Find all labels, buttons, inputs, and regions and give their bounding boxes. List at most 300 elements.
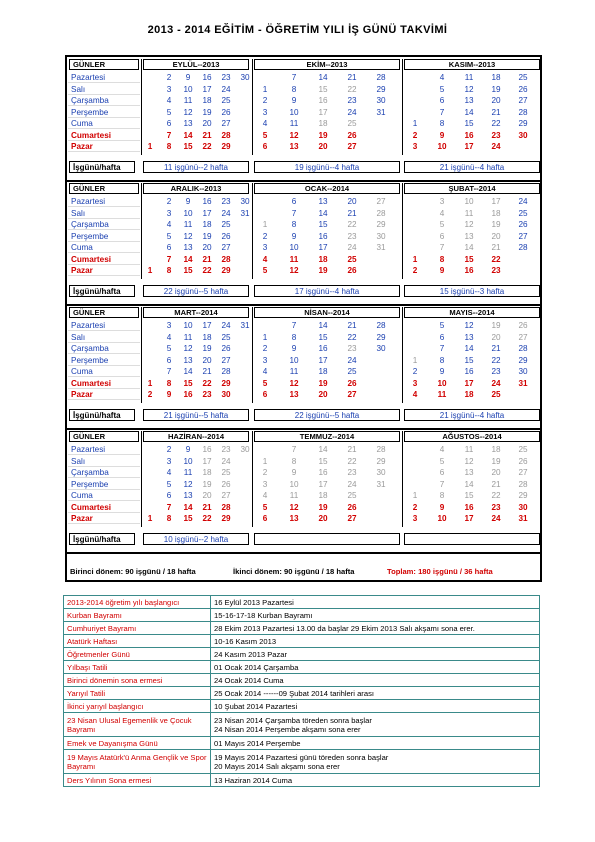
day-cell: 10 bbox=[183, 84, 193, 94]
day-cell: 17 bbox=[202, 321, 212, 330]
day-cell: 29 bbox=[221, 266, 231, 275]
event-name: Öğretmenler Günü bbox=[64, 648, 211, 661]
day-name: Pazar bbox=[68, 265, 140, 276]
day-cell: 1 bbox=[147, 514, 153, 523]
month-summary: 15 işgünü--3 hafta bbox=[404, 285, 540, 297]
day-cell: 7 bbox=[439, 344, 445, 353]
month-header: AĞUSTOS--2014 bbox=[404, 431, 540, 442]
day-cell: 12 bbox=[289, 502, 299, 512]
day-cell: 18 bbox=[202, 96, 212, 105]
day-cell: 22 bbox=[491, 254, 501, 264]
day-cell: 4 bbox=[262, 119, 268, 128]
day-cell: 14 bbox=[464, 243, 474, 252]
day-cell: 30 bbox=[376, 231, 386, 241]
day-cell: 13 bbox=[289, 514, 299, 523]
event-row bbox=[64, 596, 540, 609]
calendar-row bbox=[67, 479, 540, 490]
day-cell: 11 bbox=[289, 491, 299, 500]
day-cell: 13 bbox=[183, 491, 193, 500]
day-cell: 17 bbox=[464, 514, 474, 523]
day-cell: 6 bbox=[262, 514, 268, 523]
calendar-row bbox=[67, 502, 540, 513]
day-cell: 14 bbox=[464, 479, 474, 489]
day-name: Cumartesi bbox=[68, 502, 140, 513]
day-cell: 9 bbox=[185, 445, 191, 454]
event-name: Yarıyıl Tatili bbox=[64, 687, 211, 700]
day-cell: 7 bbox=[291, 73, 297, 82]
event-name: İkinci yarıyıl başlangıcı bbox=[64, 700, 211, 713]
day-cell: 6 bbox=[166, 491, 172, 500]
day-cell: 23 bbox=[491, 367, 501, 376]
day-cell: 18 bbox=[318, 491, 328, 500]
event-date: 10-16 Kasım 2013 bbox=[211, 635, 540, 648]
column-divider bbox=[252, 59, 253, 155]
day-cell: 13 bbox=[183, 355, 193, 365]
day-cell: 20 bbox=[202, 243, 212, 252]
day-cell: 16 bbox=[464, 130, 474, 140]
day-cell: 2 bbox=[412, 266, 418, 275]
day-cell: 9 bbox=[185, 197, 191, 206]
day-cell: 25 bbox=[518, 445, 528, 454]
day-cell: 2 bbox=[262, 468, 268, 477]
day-cell: 29 bbox=[376, 456, 386, 466]
day-cell: 8 bbox=[291, 84, 297, 94]
summary-label: İşgünü/hafta bbox=[69, 161, 135, 173]
day-cell: 28 bbox=[518, 344, 528, 353]
day-cell: 23 bbox=[491, 502, 501, 512]
event-row bbox=[64, 737, 540, 750]
day-cell: 18 bbox=[491, 73, 501, 82]
day-cell: 16 bbox=[202, 445, 212, 454]
day-cell: 18 bbox=[202, 332, 212, 342]
day-cell: 20 bbox=[491, 231, 501, 241]
month-header: NİSAN--2014 bbox=[254, 307, 400, 318]
day-cell: 14 bbox=[183, 502, 193, 512]
day-name: Pazartesi bbox=[68, 444, 140, 455]
day-cell: 16 bbox=[318, 468, 328, 477]
day-cell: 22 bbox=[202, 266, 212, 275]
day-cell: 26 bbox=[347, 378, 357, 388]
day-cell: 13 bbox=[464, 231, 474, 241]
day-cell: 9 bbox=[291, 231, 297, 241]
day-cell: 13 bbox=[289, 390, 299, 399]
event-date: 01 Ocak 2014 Çarşamba bbox=[211, 661, 540, 674]
day-cell: 20 bbox=[318, 390, 328, 399]
day-cell: 10 bbox=[183, 456, 193, 466]
day-cell: 26 bbox=[518, 321, 528, 330]
day-cell: 19 bbox=[318, 266, 328, 275]
day-cell: 15 bbox=[183, 142, 193, 151]
day-cell: 24 bbox=[347, 479, 357, 489]
day-cell: 16 bbox=[318, 344, 328, 353]
day-cell: 3 bbox=[262, 243, 268, 252]
day-cell: 14 bbox=[183, 367, 193, 376]
day-cell: 24 bbox=[347, 243, 357, 252]
day-cell: 5 bbox=[439, 84, 445, 94]
day-cell: 20 bbox=[491, 468, 501, 477]
day-cell: 28 bbox=[221, 502, 231, 512]
day-cell: 25 bbox=[347, 119, 357, 128]
day-cell: 10 bbox=[437, 378, 447, 388]
event-row bbox=[64, 648, 540, 661]
day-cell: 23 bbox=[347, 344, 357, 353]
day-cell: 31 bbox=[376, 243, 386, 252]
month-summary: 22 işgünü--5 hafta bbox=[254, 409, 400, 421]
day-cell: 21 bbox=[202, 367, 212, 376]
day-cell: 3 bbox=[166, 208, 172, 218]
event-date: 23 Nisan 2014 Çarşamba töreden sonra başlar 24 Nisan 2014 Perşembe akşamı sona erer bbox=[211, 713, 540, 737]
day-cell: 22 bbox=[347, 456, 357, 466]
day-cell: 28 bbox=[221, 254, 231, 264]
column-divider bbox=[252, 183, 253, 279]
summary-label: İşgünü/hafta bbox=[69, 285, 135, 297]
day-name: Perşembe bbox=[68, 479, 140, 490]
day-name: Çarşamba bbox=[68, 343, 140, 354]
calendar-row bbox=[67, 366, 540, 377]
calendar-row bbox=[67, 378, 540, 389]
day-cell: 5 bbox=[166, 344, 172, 353]
day-cell: 8 bbox=[166, 514, 172, 523]
day-cell: 2 bbox=[412, 502, 418, 512]
event-name: Birinci dönemin sona ermesi bbox=[64, 674, 211, 687]
day-cell: 17 bbox=[491, 197, 501, 206]
day-cell: 24 bbox=[491, 142, 501, 151]
day-cell: 1 bbox=[412, 491, 418, 500]
day-cell: 14 bbox=[183, 254, 193, 264]
calendar-row bbox=[67, 355, 540, 366]
day-name: Çarşamba bbox=[68, 467, 140, 478]
day-cell: 4 bbox=[439, 208, 445, 218]
day-name: Salı bbox=[68, 456, 140, 467]
column-divider bbox=[252, 307, 253, 403]
day-name: Perşembe bbox=[68, 355, 140, 366]
calendar-row bbox=[67, 72, 540, 83]
day-cell: 30 bbox=[376, 96, 386, 105]
event-row bbox=[64, 713, 540, 737]
day-cell: 7 bbox=[166, 367, 172, 376]
day-cell: 3 bbox=[412, 378, 418, 388]
day-cell: 1 bbox=[262, 84, 268, 94]
day-cell: 15 bbox=[464, 119, 474, 128]
calendar-row bbox=[67, 196, 540, 207]
day-cell: 9 bbox=[291, 344, 297, 353]
day-cell: 15 bbox=[318, 332, 328, 342]
day-cell: 22 bbox=[202, 514, 212, 523]
summary-row bbox=[67, 533, 540, 546]
calendar-block bbox=[67, 307, 540, 431]
day-cell: 21 bbox=[491, 243, 501, 252]
days-header: GÜNLER bbox=[69, 59, 139, 70]
day-cell: 2 bbox=[262, 96, 268, 105]
day-cell: 7 bbox=[439, 243, 445, 252]
day-cell: 9 bbox=[439, 367, 445, 376]
day-cell: 22 bbox=[347, 332, 357, 342]
day-cell: 4 bbox=[166, 332, 172, 342]
day-cell: 4 bbox=[166, 468, 172, 477]
day-cell: 17 bbox=[202, 456, 212, 466]
day-cell: 26 bbox=[221, 107, 231, 117]
day-cell: 19 bbox=[491, 321, 501, 330]
day-cell: 8 bbox=[439, 491, 445, 500]
second-term-summary: İkinci dönem: 90 işgünü / 18 hafta bbox=[233, 567, 355, 576]
day-cell: 11 bbox=[289, 367, 299, 376]
day-cell: 10 bbox=[289, 355, 299, 365]
day-cell: 15 bbox=[464, 491, 474, 500]
column-divider bbox=[252, 431, 253, 527]
day-cell: 3 bbox=[262, 479, 268, 489]
day-cell: 12 bbox=[183, 479, 193, 489]
day-cell: 19 bbox=[491, 220, 501, 229]
day-cell: 9 bbox=[291, 468, 297, 477]
day-cell: 26 bbox=[221, 231, 231, 241]
day-cell: 25 bbox=[491, 390, 501, 399]
day-cell: 1 bbox=[262, 332, 268, 342]
day-cell: 27 bbox=[518, 468, 528, 477]
day-cell: 1 bbox=[262, 220, 268, 229]
day-cell: 2 bbox=[166, 445, 172, 454]
day-cell: 3 bbox=[439, 197, 445, 206]
day-cell: 5 bbox=[262, 502, 268, 512]
event-row bbox=[64, 750, 540, 774]
day-cell: 31 bbox=[376, 107, 386, 117]
day-cell: 24 bbox=[491, 514, 501, 523]
event-name: 19 Mayıs Atatürk'ü Anma Gençlik ve Spor Bayramı bbox=[64, 750, 211, 774]
day-cell: 23 bbox=[202, 390, 212, 399]
month-header: MART--2014 bbox=[143, 307, 249, 318]
day-cell: 16 bbox=[318, 96, 328, 105]
month-summary: 11 işgünü--2 hafta bbox=[143, 161, 249, 173]
day-cell: 11 bbox=[183, 96, 193, 105]
day-cell: 10 bbox=[289, 243, 299, 252]
day-cell: 18 bbox=[318, 367, 328, 376]
day-cell: 8 bbox=[166, 142, 172, 151]
day-cell: 12 bbox=[183, 344, 193, 353]
calendar-row bbox=[67, 208, 540, 219]
day-name: Pazartesi bbox=[68, 196, 140, 207]
day-cell: 23 bbox=[491, 130, 501, 140]
day-name: Çarşamba bbox=[68, 219, 140, 230]
day-cell: 1 bbox=[412, 119, 418, 128]
calendar-row bbox=[67, 254, 540, 265]
day-cell: 16 bbox=[183, 390, 193, 399]
day-cell: 17 bbox=[202, 84, 212, 94]
day-cell: 18 bbox=[318, 119, 328, 128]
day-cell: 3 bbox=[166, 321, 172, 330]
day-cell: 5 bbox=[166, 479, 172, 489]
day-cell: 6 bbox=[166, 119, 172, 128]
block-divider bbox=[67, 552, 540, 554]
month-header: KASIM--2013 bbox=[404, 59, 540, 70]
day-cell: 6 bbox=[439, 231, 445, 241]
event-name: Yılbaşı Tatili bbox=[64, 661, 211, 674]
event-name: Ders Yılının Sona ermesi bbox=[64, 774, 211, 787]
day-cell: 20 bbox=[202, 119, 212, 128]
day-cell: 27 bbox=[347, 142, 357, 151]
calendar-row bbox=[67, 231, 540, 242]
day-cell: 26 bbox=[347, 502, 357, 512]
day-cell: 23 bbox=[347, 468, 357, 477]
event-date: 19 Mayıs 2014 Pazartesi günü töreden sonra başlar 20 Mayıs 2014 Salı akşamı sona erer bbox=[211, 750, 540, 774]
day-cell: 19 bbox=[491, 456, 501, 466]
day-cell: 30 bbox=[376, 468, 386, 477]
day-cell: 24 bbox=[221, 84, 231, 94]
calendar-row bbox=[67, 130, 540, 141]
day-cell: 6 bbox=[262, 390, 268, 399]
day-cell: 19 bbox=[202, 107, 212, 117]
day-cell: 24 bbox=[221, 456, 231, 466]
day-cell: 7 bbox=[166, 502, 172, 512]
day-cell: 10 bbox=[437, 142, 447, 151]
day-cell: 8 bbox=[291, 220, 297, 229]
day-cell: 28 bbox=[376, 73, 386, 82]
calendar-row bbox=[67, 107, 540, 118]
day-cell: 31 bbox=[240, 208, 250, 218]
event-name: Emek ve Dayanışma Günü bbox=[64, 737, 211, 750]
day-cell: 29 bbox=[376, 332, 386, 342]
day-cell: 24 bbox=[491, 378, 501, 388]
day-cell: 21 bbox=[347, 445, 357, 454]
day-cell: 11 bbox=[183, 332, 193, 342]
day-cell: 11 bbox=[464, 445, 474, 454]
column-divider bbox=[141, 183, 142, 279]
month-summary: 21 işgünü--4 hafta bbox=[404, 161, 540, 173]
event-name: Atatürk Haftası bbox=[64, 635, 211, 648]
calendar-row bbox=[67, 118, 540, 129]
day-cell: 10 bbox=[289, 107, 299, 117]
day-cell: 27 bbox=[518, 332, 528, 342]
calendar-grid bbox=[65, 55, 542, 582]
day-name: Pazartesi bbox=[68, 72, 140, 83]
day-cell: 19 bbox=[202, 479, 212, 489]
days-header: GÜNLER bbox=[69, 431, 139, 442]
day-name: Cuma bbox=[68, 366, 140, 377]
day-name: Perşembe bbox=[68, 107, 140, 118]
day-cell: 25 bbox=[221, 332, 231, 342]
day-cell: 1 bbox=[262, 456, 268, 466]
total-summary: Toplam: 180 işgünü / 36 hafta bbox=[387, 567, 493, 576]
day-cell: 18 bbox=[318, 254, 328, 264]
calendar-row bbox=[67, 242, 540, 253]
day-cell: 23 bbox=[221, 73, 231, 82]
event-date: 28 Ekim 2013 Pazartesi 13.00 da başlar 29 Ekim 2013 Salı akşamı sona erer. bbox=[211, 622, 540, 635]
calendar-block bbox=[67, 431, 540, 555]
day-cell: 19 bbox=[202, 231, 212, 241]
day-name: Pazar bbox=[68, 513, 140, 524]
day-cell: 21 bbox=[347, 321, 357, 330]
event-name: 2013-2014 öğretim yılı başlangıcı bbox=[64, 596, 211, 609]
day-cell: 7 bbox=[166, 254, 172, 264]
day-cell: 29 bbox=[221, 142, 231, 151]
day-name: Cumartesi bbox=[68, 130, 140, 141]
day-cell: 19 bbox=[318, 502, 328, 512]
calendar-row bbox=[67, 467, 540, 478]
day-cell: 10 bbox=[437, 514, 447, 523]
calendar-row bbox=[67, 219, 540, 230]
day-cell: 12 bbox=[464, 84, 474, 94]
day-cell: 6 bbox=[439, 332, 445, 342]
day-cell: 8 bbox=[291, 456, 297, 466]
day-cell: 15 bbox=[183, 266, 193, 275]
days-header: GÜNLER bbox=[69, 307, 139, 318]
day-cell: 20 bbox=[202, 491, 212, 500]
day-cell: 16 bbox=[464, 502, 474, 512]
day-cell: 5 bbox=[439, 220, 445, 229]
day-cell: 7 bbox=[291, 445, 297, 454]
day-cell: 25 bbox=[347, 367, 357, 376]
day-cell: 8 bbox=[166, 266, 172, 275]
day-cell: 24 bbox=[221, 208, 231, 218]
day-cell: 30 bbox=[240, 445, 250, 454]
event-date: 24 Kasım 2013 Pazar bbox=[211, 648, 540, 661]
month-summary: 21 işgünü--4 hafta bbox=[404, 409, 540, 421]
day-cell: 22 bbox=[202, 378, 212, 388]
day-cell: 12 bbox=[183, 231, 193, 241]
day-name: Cuma bbox=[68, 242, 140, 253]
day-cell: 25 bbox=[221, 220, 231, 229]
day-cell: 1 bbox=[412, 254, 418, 264]
day-cell: 25 bbox=[221, 96, 231, 105]
day-cell: 11 bbox=[183, 220, 193, 229]
day-cell: 16 bbox=[202, 197, 212, 206]
day-cell: 6 bbox=[439, 468, 445, 477]
day-cell: 5 bbox=[262, 130, 268, 140]
month-header: OCAK--2014 bbox=[254, 183, 400, 194]
event-name: Kurban Bayramı bbox=[64, 609, 211, 622]
day-cell: 15 bbox=[318, 456, 328, 466]
day-cell: 28 bbox=[376, 321, 386, 330]
day-cell: 28 bbox=[221, 367, 231, 376]
day-name: Cumartesi bbox=[68, 254, 140, 265]
day-cell: 4 bbox=[166, 96, 172, 105]
day-cell: 9 bbox=[166, 390, 172, 399]
day-cell: 11 bbox=[437, 390, 447, 399]
day-cell: 10 bbox=[183, 321, 193, 330]
column-divider bbox=[141, 59, 142, 155]
day-cell: 18 bbox=[491, 445, 501, 454]
month-header: ARALIK--2013 bbox=[143, 183, 249, 194]
day-cell: 26 bbox=[518, 84, 528, 94]
day-cell: 17 bbox=[464, 142, 474, 151]
day-cell: 31 bbox=[518, 378, 528, 388]
day-cell: 2 bbox=[412, 130, 418, 140]
day-cell: 17 bbox=[318, 355, 328, 365]
day-cell: 6 bbox=[166, 355, 172, 365]
day-cell: 30 bbox=[376, 344, 386, 353]
day-cell: 17 bbox=[318, 107, 328, 117]
day-cell: 24 bbox=[518, 197, 528, 206]
day-cell: 10 bbox=[464, 197, 474, 206]
day-cell: 18 bbox=[464, 390, 474, 399]
day-name: Cuma bbox=[68, 490, 140, 501]
day-cell: 2 bbox=[412, 367, 418, 376]
day-cell: 23 bbox=[347, 96, 357, 105]
day-cell: 6 bbox=[262, 142, 268, 151]
day-cell: 27 bbox=[347, 514, 357, 523]
day-cell: 20 bbox=[318, 514, 328, 523]
day-cell: 4 bbox=[262, 491, 268, 500]
event-row bbox=[64, 622, 540, 635]
days-header: GÜNLER bbox=[69, 183, 139, 194]
column-divider bbox=[141, 431, 142, 527]
calendar-row bbox=[67, 332, 540, 343]
day-cell: 28 bbox=[221, 130, 231, 140]
day-cell: 14 bbox=[318, 321, 328, 330]
page-title: 2013 - 2014 EĞİTİM - ÖĞRETİM YILI İŞ GÜNÜ TAKVİMİ bbox=[147, 24, 448, 36]
day-cell: 15 bbox=[183, 514, 193, 523]
day-cell: 12 bbox=[464, 220, 474, 229]
day-cell: 23 bbox=[491, 266, 501, 275]
day-cell: 29 bbox=[376, 84, 386, 94]
